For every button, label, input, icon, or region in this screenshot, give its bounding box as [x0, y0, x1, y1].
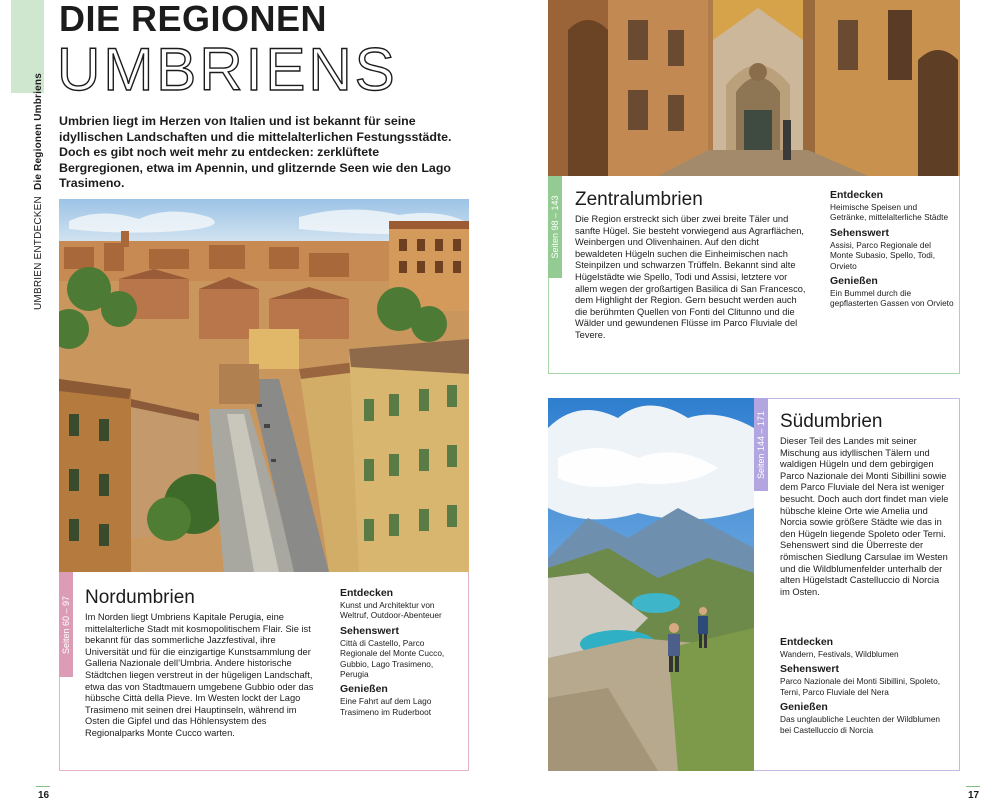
region-text-zentral: Die Region erstreckt sich über zwei breite Täler und sanfte Hügel. Sie besteht vorwiegend aus Agrarflächen, Weinbergen und Olivenhainen. Auf den dicht bewaldeten Hügeln suchen die Einheimischen nach Steinpilzen und schwarzen Trüffeln. Bekannt sind alte Hügelstädte wie Spello, Todi und Assisi, letztere vor allem wegen der großartigen Basilica di San Francesco, dem Highlight der Region. Gern besucht werden auch die berühmten Quellen von Fonti del Clitunno und die Wälder und gewundenen Flüsse im Parco Fluviale del Tevere. — [575, 214, 806, 340]
sehenswert-heading: Sehenswert — [340, 624, 399, 637]
sehenswert-heading: Sehenswert — [830, 226, 889, 239]
region-title-zentral: Zentralumbrien — [575, 189, 703, 210]
footer-rule-left — [36, 786, 50, 787]
page-title-line1: DIE REGIONEN — [59, 0, 328, 39]
pages-tab-sued — [754, 398, 768, 491]
perugia-illustration — [59, 199, 469, 572]
orvieto-illustration — [548, 0, 960, 176]
orvieto-photo — [548, 0, 960, 176]
geniessen-heading: Genießen — [830, 275, 878, 288]
entdecken-text: Heimische Speisen und Getränke, mittelalterliche Städte — [830, 202, 949, 223]
sibillini-photo — [548, 398, 754, 771]
region-title-nord: Nordumbrien — [85, 587, 195, 608]
pages-tab-zentral — [548, 176, 562, 278]
geniessen-text: Das unglaubliche Leuchten der Wildblumen bei Castelluccio di Norcia — [780, 714, 941, 735]
region-text-nord: Im Norden liegt Umbriens Kapitale Perugia, eine mittelalterliche Stadt mit kosmopolitischem Flair. Sie ist bekannt für das sommerliche Jazzfestival, ihre Universität und für die einzigartige Kunstsammlung der Galleria Nazionale dell’Umbria. Andere historische Städtchen liegen verstreut in der hügeligen Landschaft, etwa das von Stadtmauern umgebene Gubbio oder das hübsche Città della Pieve. Im Westen lockt der Lago Trasimeno mit seinen drei Hauptinseln, während im Osten die Gipfel und das Höhlensystem des Regionalparks Monte Cucco warten. — [85, 612, 314, 738]
footer-rule-right — [966, 786, 980, 787]
geniessen-heading: Genießen — [780, 701, 828, 714]
sibillini-illustration — [548, 398, 754, 771]
entdecken-heading: Entdecken — [780, 636, 834, 648]
running-head-title: Die Regionen Umbriens — [33, 73, 44, 191]
sehenswert-heading: Sehenswert — [780, 663, 839, 676]
geniessen-heading: Genießen — [340, 683, 388, 696]
perugia-photo — [59, 199, 469, 572]
pages-label-zentral: Seiten 98 – 143 — [550, 195, 560, 259]
pages-label-sued: Seiten 144 – 171 — [756, 410, 766, 479]
entdecken-heading: Entdecken — [830, 189, 884, 201]
region-info-sued — [780, 636, 950, 739]
intro-paragraph: Umbrien liegt im Herzen von Italien und ist bekannt für seine idyllischen Landschaften und die mittelalterlichen Festungsstädte. Doch es gibt noch weit mehr zu entdecken: zerklüftete Bergregionen, etwa im Apennin, und glitzernde Seen wie den Lago Trasimeno. — [59, 114, 452, 190]
region-info-nord — [340, 587, 462, 721]
sehenswert-text: Assisi, Parco Regionale del Monte Subasio, Spello, Todi, Orvieto — [830, 239, 936, 271]
entdecken-text: Kunst und Architektur von Weltruf, Outdoor-Abenteuer — [340, 600, 442, 621]
geniessen-text: Eine Fahrt auf dem Lago Trasimeno im Ruderboot — [340, 696, 432, 717]
chapter-running-head — [33, 73, 45, 310]
running-head-section: UMBRIEN ENTDECKEN — [33, 196, 44, 310]
geniessen-text: Ein Bummel durch die gepflasterten Gassen von Orvieto — [830, 288, 954, 309]
region-text-sued: Dieser Teil des Landes mit seiner Mischung aus idyllischen Tälern und waldigen Hügeln und dem gebirgigen Parco Nazionale dei Monti Sibillini sowie dem Parco Fluviale del Nera ist weniger besucht. Doch auch dort findet man viele hübsche kleine Orte wie Amelia und Norcia sowie größere Städte wie das in den Hügeln liegende Spoleto oder Terni. Sehenswert sind die Überreste der römischen Siedlung Carsulae im Westen und die Wildblumenfelder unterhalb der alten Hügelstadt Castelluccio di Norcia im Osten. — [780, 436, 949, 597]
region-info-zentral — [830, 189, 955, 313]
page-number-left: 16 — [38, 790, 50, 800]
pages-label-nord: Seiten 60 – 97 — [61, 595, 71, 654]
pages-tab-nord — [59, 572, 73, 677]
page-number-right: 17 — [968, 790, 980, 800]
page-title-line2: UMBRIENS — [57, 36, 398, 103]
sehenswert-text: Parco Nazionale dei Monti Sibillini, Spoleto, Terni, Parco Fluviale del Nera — [780, 676, 941, 697]
region-title-sued: Südumbrien — [780, 411, 883, 432]
entdecken-heading: Entdecken — [340, 587, 394, 599]
sehenswert-text: Città di Castello, Parco Regionale del Monte Cucco, Gubbio, Lago Trasimeno, Perugia — [340, 637, 445, 680]
entdecken-text: Wandern, Festivals, Wildblumen — [780, 649, 899, 659]
